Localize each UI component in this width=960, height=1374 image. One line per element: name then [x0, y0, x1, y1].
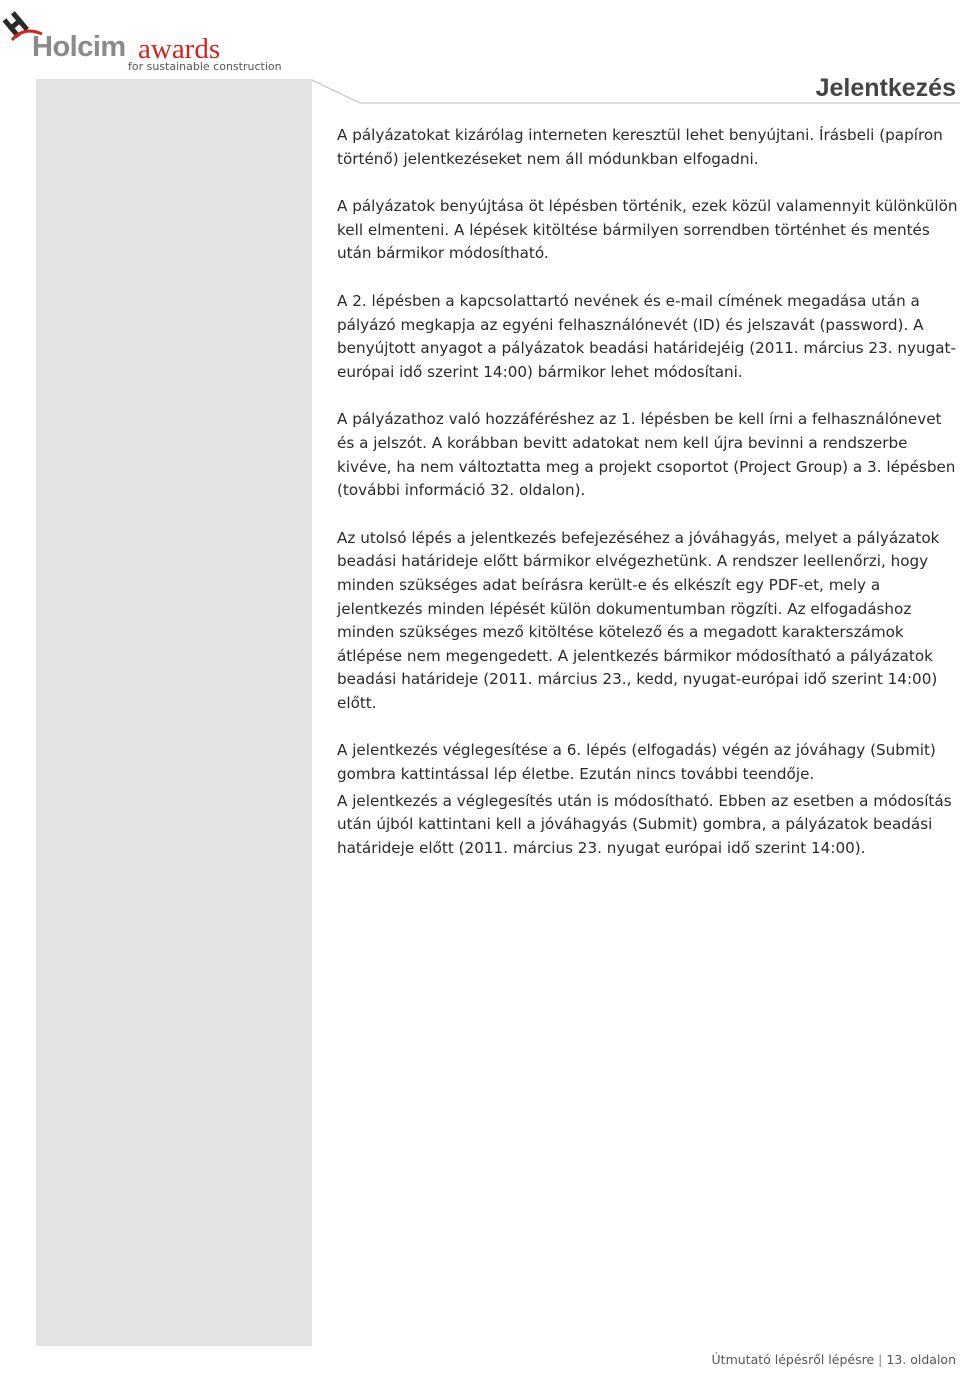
logo-tagline: for sustainable construction: [128, 60, 282, 73]
logo-suffix-text: awards: [138, 33, 221, 65]
footer-separator: |: [878, 1352, 883, 1367]
logo-brand-text: Holcim: [32, 31, 126, 63]
page-number: 13. oldalon: [886, 1352, 956, 1367]
guide-label: Útmutató lépésről lépésre: [711, 1352, 875, 1367]
main-text: [337, 124, 959, 884]
paragraph: A 2. lépésben a kapcsolattartó nevének és e-mail címének megadása után a pályázó megkapja az egyéni felhasználónevét (ID) és jelszavát (password). A benyújtott anyagot a pályázatok beadási határidejéig (2011. március 23. nyugat-európai idő szerint 14:00) bármikor lehet módosítani.: [337, 291, 956, 381]
paragraph: A pályázatok benyújtása öt lépésben történik, ezek közül valamennyit különkülön kell elmenteni. A lépések kitöltése bármilyen sorrendben történhet és mentés után bármikor módosítható.: [337, 197, 958, 263]
left-sidebar-panel: [36, 80, 312, 1346]
paragraph: A jelentkezés véglegesítése a 6. lépés (elfogadás) végén az jóváhagy (Submit) gombra kattintással lép életbe. Ezután nincs további teendője.: [337, 741, 936, 784]
paragraph: A pályázatokat kizárólag interneten keresztül lehet benyújtani. Írásbeli (papíron történő) jelentkezéseket nem áll módunkban elfogadni.: [337, 126, 943, 168]
paragraph: A pályázathoz való hozzáféréshez az 1. lépésben be kell írni a felhasználónevet és a jelszót. A korábban bevitt adatokat nem kell újra bevinni a rendszerbe kivéve, ha nem változtatta meg a projekt csoportot (Project Group) a 3. lépésben (további információ 32. oldalon).: [337, 410, 956, 500]
holcim-awards-logo: [2, 4, 302, 74]
paragraph: A jelentkezés a véglegesítés után is módosítható. Ebben az esetben a módosítás után újból kattintani kell a jóváhagyás (Submit) gombra, a pályázatok beadási határideje előtt (2011. március 23. nyugat európai idő szerint 14:00).: [337, 791, 952, 857]
paragraph: Az utolsó lépés a jelentkezés befejezéséhez a jóváhagyás, melyet a pályázatok beadási határideje előtt bármikor elvégezhetünk. A rendszer leellenőrzi, hogy minden szükséges adat beírásra került-e és elkészít egy PDF-et, mely a jelentkezés minden lépését külön dokumentumban rögzíti. Az elfogadáshoz minden szükséges mező kitöltése kötelező és a megadott karakterszámok átlépése nem megengedett. A jelentkezés bármikor módosítható a pályázatok beadási határideje (2011. március 23., kedd, nyugat-európai idő szerint 14:00) előtt.: [337, 528, 940, 712]
page-title: Jelentkezés: [815, 74, 956, 102]
page-footer: [712, 1352, 956, 1367]
